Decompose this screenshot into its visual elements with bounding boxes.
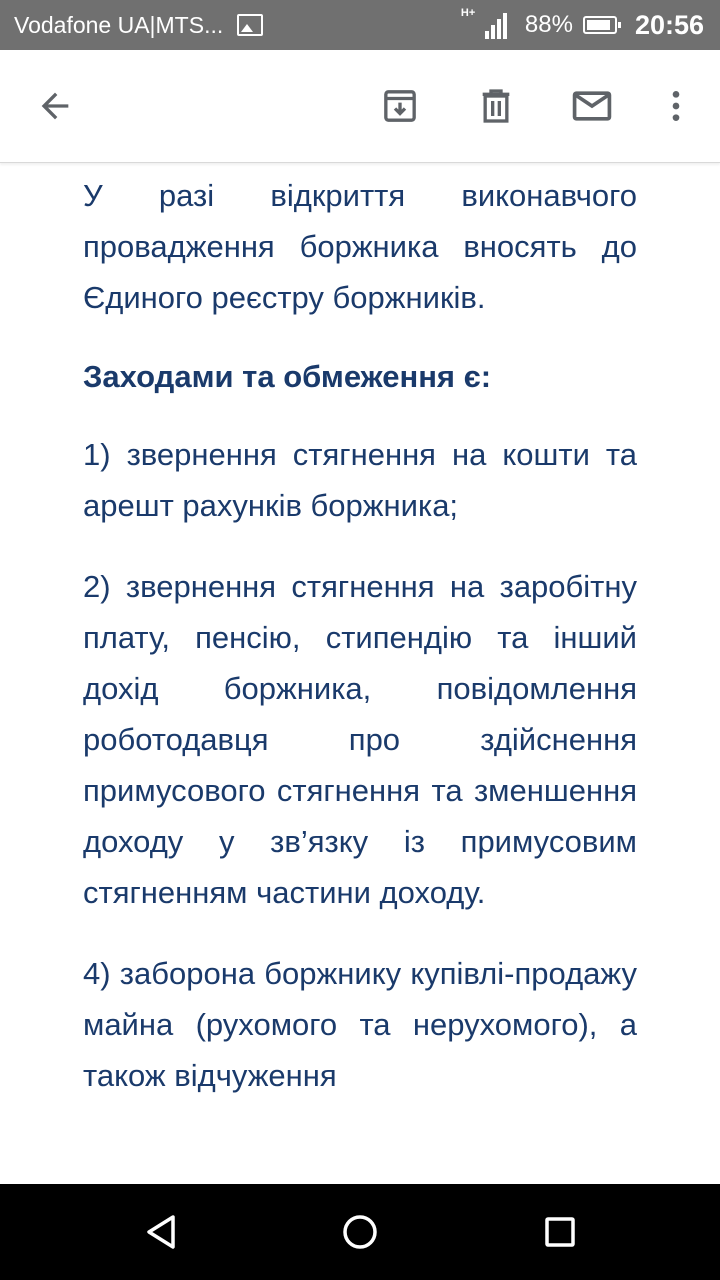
nav-home-button[interactable] [330, 1202, 390, 1262]
carrier-label: Vodafone UA|MTS... [14, 11, 224, 38]
app-toolbar [0, 50, 720, 163]
mark-unread-button[interactable] [564, 78, 620, 134]
mail-icon [570, 84, 614, 128]
battery-icon [583, 16, 617, 34]
archive-button[interactable] [372, 78, 428, 134]
nav-recents-icon [540, 1212, 580, 1252]
nav-back-button[interactable] [131, 1202, 191, 1262]
arrow-back-icon [35, 86, 75, 126]
more-vert-icon [656, 86, 696, 126]
image-notification-icon [237, 14, 263, 36]
nav-back-icon [141, 1212, 181, 1252]
signal-icon [460, 7, 507, 39]
back-button[interactable] [27, 78, 83, 134]
network-type-label: H+ [460, 7, 476, 19]
more-options-button[interactable] [648, 78, 704, 134]
paragraph-item-4: 4) заборона боржнику купівлі-продажу майна (рухомого та нерухомого), а також відчуження [83, 956, 637, 1093]
status-bar [0, 0, 720, 50]
clock: 20:56 [634, 9, 704, 40]
nav-recents-button[interactable] [530, 1202, 590, 1262]
paragraph-item-1: 1) звернення стягнення на кошти та арешт рахунків боржника; [83, 437, 637, 523]
nav-home-icon [340, 1212, 380, 1252]
battery-percent: 88% [524, 11, 573, 38]
paragraph-registry: У разі відкриття виконавчого провадження боржника вносять до Єдиного реєстру боржників. [83, 178, 637, 315]
paragraph-heading: Заходами та обмеження є: [83, 359, 492, 394]
message-body [83, 170, 637, 1184]
paragraph-item-2: 2) звернення стягнення на заробітну плату, пенсію, стипендію та інший дохід боржника, повідомлення роботодавця про здійснення примусового стягнення та зменшення доходу у зв’язку із примусовим стягненням частини доходу. [83, 569, 637, 910]
archive-icon [380, 86, 420, 126]
navigation-bar [0, 1184, 720, 1280]
delete-button[interactable] [468, 78, 524, 134]
trash-icon [476, 86, 516, 126]
